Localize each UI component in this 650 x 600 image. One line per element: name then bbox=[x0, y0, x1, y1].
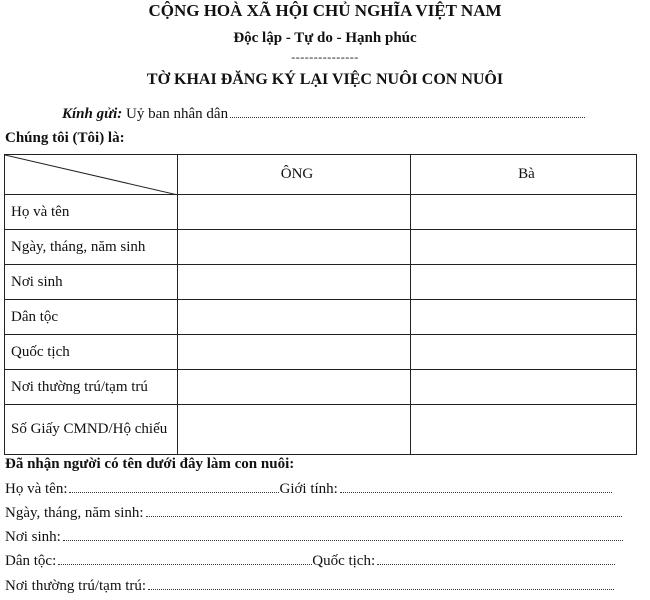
row-label-quoc-tich: Quốc tịch bbox=[5, 335, 178, 370]
adopted-residence-label: Nơi thường trú/tạm trú: bbox=[5, 578, 147, 594]
adopted-ethnicity-line bbox=[5, 553, 615, 570]
cell-ong-ho-ten[interactable] bbox=[178, 195, 411, 230]
cell-ong-noi-sinh[interactable] bbox=[178, 265, 411, 300]
declarant-table bbox=[4, 154, 637, 455]
national-title: CỘNG HOÀ XÃ HỘI CHỦ NGHĨA VIỆT NAM bbox=[148, 1, 502, 20]
cell-ba-thuong-tru[interactable] bbox=[411, 370, 637, 405]
cell-ong-quoc-tich[interactable] bbox=[178, 335, 411, 370]
table-row bbox=[5, 195, 637, 230]
adopted-name-field[interactable] bbox=[69, 491, 279, 493]
cell-ba-noi-sinh[interactable] bbox=[411, 265, 637, 300]
adopted-name-line bbox=[5, 481, 612, 498]
table-row bbox=[5, 335, 637, 370]
cell-ong-dan-toc[interactable] bbox=[178, 300, 411, 335]
col-header-ong: ÔNG bbox=[178, 155, 411, 195]
table-row bbox=[5, 300, 637, 335]
adopted-dob-label: Ngày, tháng, năm sinh: bbox=[5, 505, 144, 521]
recipient-dots[interactable] bbox=[230, 116, 585, 118]
motto: Độc lập - Tự do - Hạnh phúc bbox=[233, 30, 417, 46]
separator: --------------- bbox=[291, 50, 359, 64]
recipient-line bbox=[62, 106, 585, 123]
declarant-heading: Chúng tôi (Tôi) là: bbox=[5, 130, 125, 146]
form-title: TỜ KHAI ĐĂNG KÝ LẠI VIỆC NUÔI CON NUÔI bbox=[146, 71, 504, 88]
row-label-ho-ten: Họ và tên bbox=[5, 195, 178, 230]
adopted-birthplace-label: Nơi sinh: bbox=[5, 529, 61, 545]
row-label-noi-sinh: Nơi sinh bbox=[5, 265, 178, 300]
adopted-residence-field[interactable] bbox=[148, 588, 614, 590]
cell-ong-ngay-sinh[interactable] bbox=[178, 230, 411, 265]
adopted-name-label: Họ và tên: bbox=[5, 481, 68, 497]
row-label-thuong-tru: Nơi thường trú/tạm trú bbox=[5, 370, 178, 405]
cell-ba-ho-ten[interactable] bbox=[411, 195, 637, 230]
adopted-birthplace-field[interactable] bbox=[63, 539, 623, 541]
table-row bbox=[5, 265, 637, 300]
adopted-residence-line bbox=[5, 578, 614, 595]
adopted-gender-label: Giới tính: bbox=[279, 481, 338, 497]
adopted-nationality-label: Quốc tịch: bbox=[312, 553, 376, 569]
adopted-birthplace-line bbox=[5, 529, 623, 546]
table-header-row bbox=[5, 155, 637, 195]
adopted-nationality-field[interactable] bbox=[377, 563, 615, 565]
adopted-ethnicity-label: Dân tộc: bbox=[5, 553, 57, 569]
diagonal-line bbox=[5, 155, 178, 195]
row-label-dan-toc: Dân tộc bbox=[5, 300, 178, 335]
cell-ong-thuong-tru[interactable] bbox=[178, 370, 411, 405]
cell-ong-cmnd[interactable] bbox=[178, 405, 411, 455]
adopted-dob-field[interactable] bbox=[146, 515, 622, 517]
row-label-ngay-sinh: Ngày, tháng, năm sinh bbox=[5, 230, 178, 265]
adopted-gender-field[interactable] bbox=[340, 491, 612, 493]
table-row bbox=[5, 230, 637, 265]
diagonal-header-cell bbox=[5, 155, 178, 195]
adopted-dob-line bbox=[5, 505, 622, 522]
recipient-label: Kính gửi: bbox=[62, 106, 123, 122]
table-row bbox=[5, 405, 637, 455]
cell-ba-ngay-sinh[interactable] bbox=[411, 230, 637, 265]
adopted-heading: Đã nhận người có tên dưới đây làm con nuôi: bbox=[5, 456, 295, 472]
recipient-value: Uỷ ban nhân dân bbox=[126, 106, 229, 122]
row-label-cmnd: Số Giấy CMND/Hộ chiếu bbox=[5, 405, 178, 455]
adopted-ethnicity-field[interactable] bbox=[58, 563, 312, 565]
cell-ba-quoc-tich[interactable] bbox=[411, 335, 637, 370]
col-header-ba: Bà bbox=[411, 155, 637, 195]
cell-ba-cmnd[interactable] bbox=[411, 405, 637, 455]
table-row bbox=[5, 370, 637, 405]
cell-ba-dan-toc[interactable] bbox=[411, 300, 637, 335]
